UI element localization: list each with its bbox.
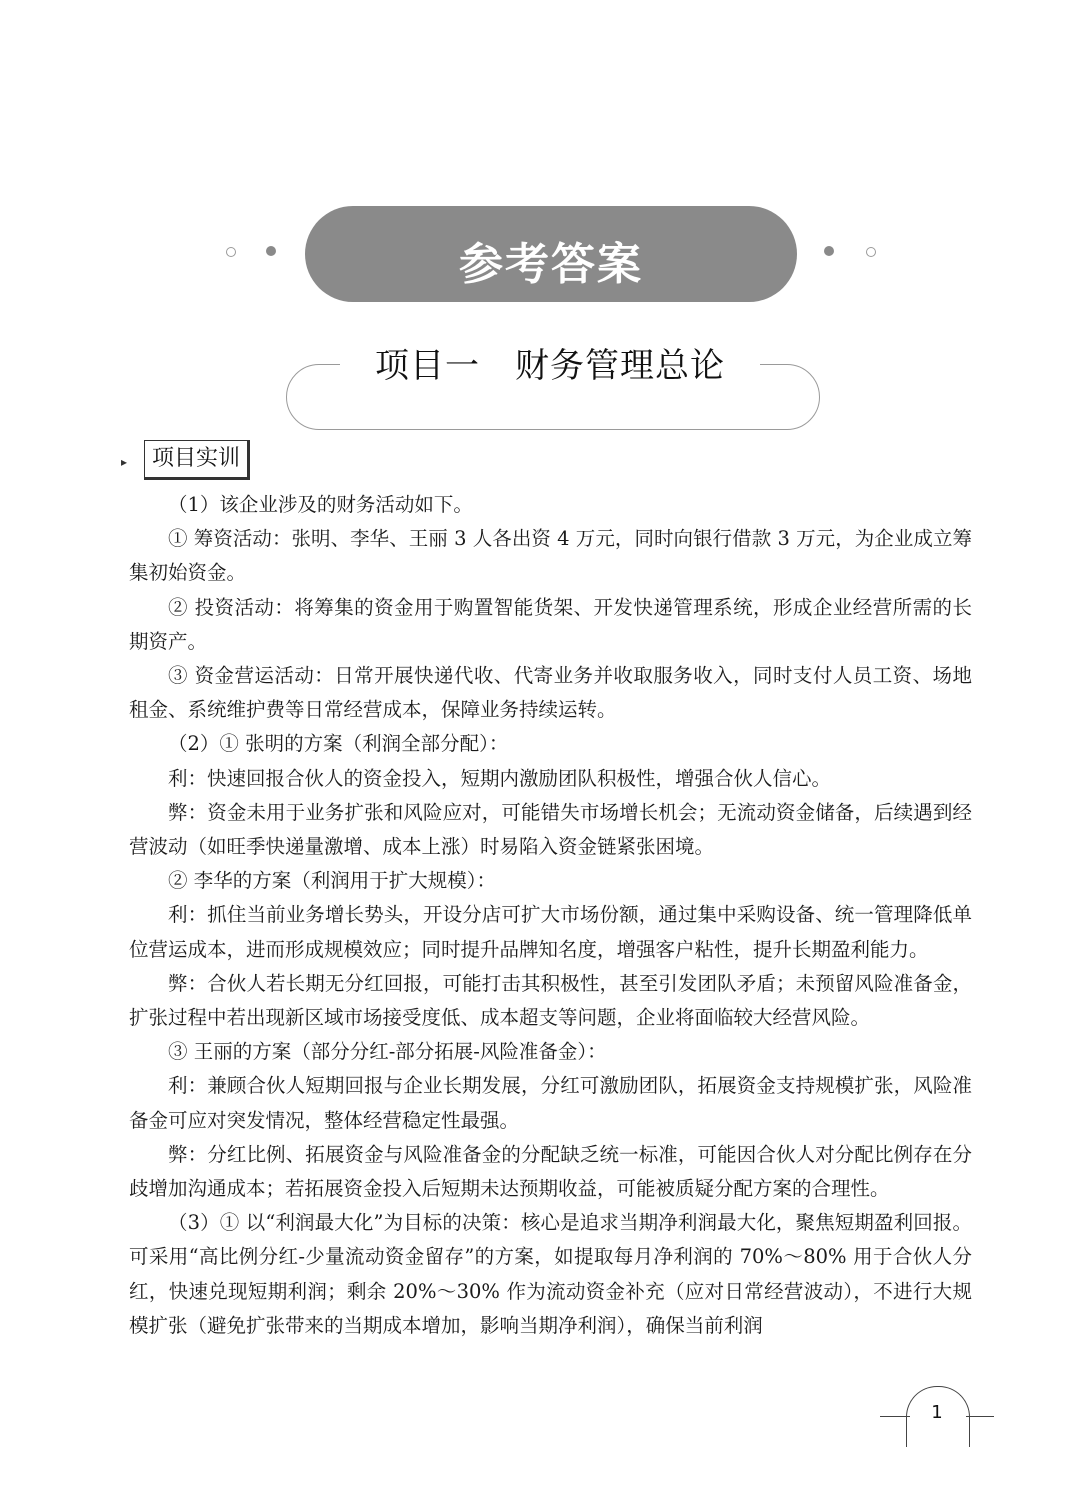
paragraph: （1）该企业涉及的财务活动如下。 (168, 493, 473, 516)
paragraph: （2）① 张明的方案（利润全部分配）： (168, 732, 509, 756)
chapter-title: 项目一 财务管理总论 (340, 340, 760, 392)
answer-body (129, 488, 972, 1343)
paragraph: ② 投资活动：将筹集的资金用于购置智能货架、开发快递管理系统，形成企业经营所需的长期资产。 (129, 595, 972, 653)
section-arrow-icon: ▸ (121, 455, 128, 469)
paragraph: 利：快速回报合伙人的资金投入，短期内激励团队积极性，增强合伙人信心。 (168, 766, 832, 790)
decor-dot-right (824, 246, 834, 256)
paragraph: 利：抓住当前业务增长势头，开设分店可扩大市场份额，通过集中采购设备、统一管理降低单位营运成本，进而形成规模效应；同时提升品牌知名度，增强客户粘性，提升长期盈利能力。 (129, 903, 972, 961)
paragraph: ③ 资金营运活动：日常开展快递代收、代寄业务并收取服务收入，同时支付人员工资、场地租金、系统维护费等日常经营成本，保障业务持续运转。 (129, 664, 972, 722)
paragraph: （3）① 以“利润最大化”为目标的决策：核心是追求当期净利润最大化，聚焦短期盈利回报。可采用“高比例分红-少量流动资金留存”的方案，如提取每月净利润的 70%～80% 用于合伙人分红，快速兑现短期利润；剩余 20%～30% 作为流动资金补充（应对日常经营波动），不进行大规模扩张（避免扩张带来的当期成本增加，影响当期净利润），确保当前利润 (129, 1211, 972, 1337)
decor-ring-left (226, 247, 236, 257)
page-number: 1 (931, 1402, 943, 1423)
paragraph: 弊：分红比例、拓展资金与风险准备金的分配缺乏统一标准，可能因合伙人对分配比例存在分歧增加沟通成本；若拓展资金投入后短期未达预期收益，可能被质疑分配方案的合理性。 (129, 1142, 972, 1201)
decor-ring-right (866, 247, 876, 257)
paragraph: 弊：资金未用于业务扩张和风险应对，可能错失市场增长机会；无流动资金储备，后续遇到经营波动（如旺季快递量激增、成本上涨）时易陷入资金链紧张困境。 (129, 800, 972, 859)
paragraph: 弊：合伙人若长期无分红回报，可能打击其积极性，甚至引发团队矛盾；未预留风险准备金，扩张过程中若出现新区域市场接受度低、成本超支等问题，企业将面临较大经营风险。 (129, 971, 972, 1030)
page-number-rule-right (966, 1416, 994, 1417)
answer-banner (305, 206, 797, 302)
banner-title: 参考答案 (459, 239, 643, 290)
paragraph: 利：兼顾合伙人短期回报与企业长期发展，分红可激励团队，拓展资金支持规模扩张，风险准备金可应对突发情况，整体经营稳定性最强。 (129, 1074, 972, 1132)
paragraph: ② 李华的方案（利润用于扩大规模）： (168, 869, 496, 893)
paragraph: ① 筹资活动：张明、李华、王丽 3 人各出资 4 万元，同时向银行借款 3 万元，为企业成立筹集初始资金。 (129, 527, 972, 585)
decor-dot-left (266, 246, 276, 256)
paragraph: ③ 王丽的方案（部分分红-部分拓展-风险准备金）： (168, 1040, 607, 1064)
section-label: 项目实训 (144, 440, 250, 480)
